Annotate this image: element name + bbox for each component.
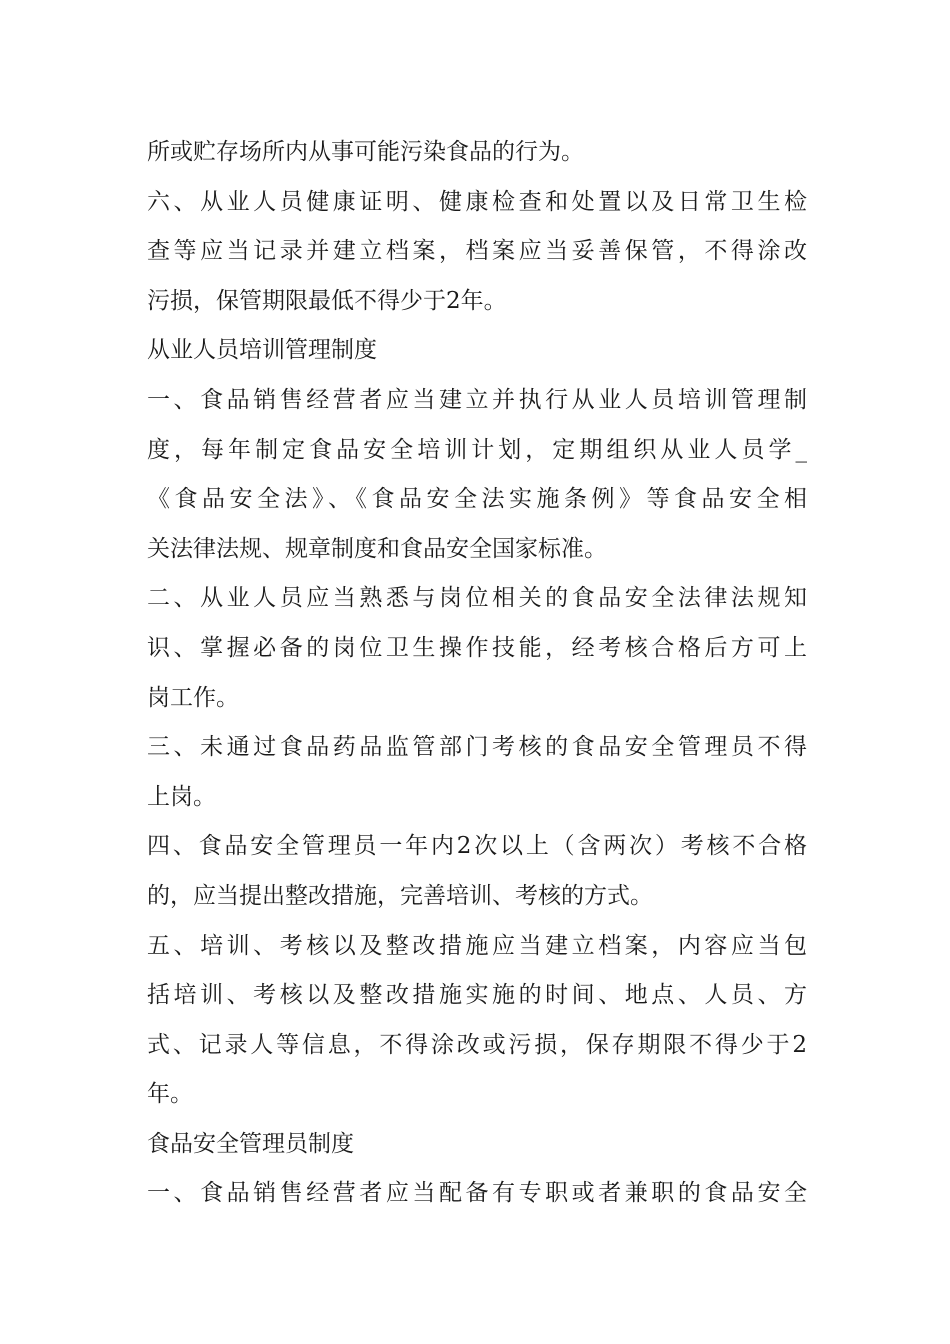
text-line: 年。 <box>147 1081 193 1108</box>
text-line: 关法律法规、规章制度和食品安全国家标准。 <box>147 535 607 562</box>
text-line: 上岗。 <box>147 783 216 810</box>
text-line: 括培训、考核以及整改措施实施的时间、地点、人员、方 <box>147 982 807 1009</box>
text-line: 五、培训、考核以及整改措施应当建立档案，内容应当包 <box>147 932 807 959</box>
text-line: 度，每年制定食品安全培训计划，定期组织从业人员学_ <box>147 436 807 463</box>
text-line: 式、记录人等信息，不得涂改或污损，保存期限不得少于2 <box>147 1031 807 1058</box>
text-line: 识、掌握必备的岗位卫生操作技能，经考核合格后方可上 <box>147 634 807 661</box>
text-line: 的，应当提出整改措施，完善培训、考核的方式。 <box>147 882 653 909</box>
text-line: 一、食品销售经营者应当配备有专职或者兼职的食品安全 <box>147 1180 807 1207</box>
section-heading: 从业人员培训管理制度 <box>147 337 377 364</box>
text-line: 四、食品安全管理员一年内2次以上（含两次）考核不合格 <box>147 833 807 860</box>
text-line: 一、食品销售经营者应当建立并执行从业人员培训管理制 <box>147 386 807 413</box>
text-line: 污损，保管期限最低不得少于2年。 <box>147 287 507 314</box>
document-body <box>147 128 807 1219</box>
text-line: 《食品安全法》、《食品安全法实施条例》等食品安全相 <box>147 486 807 513</box>
text-line: 所或贮存场所内从事可能污染食品的行为。 <box>147 139 584 165</box>
text-line: 六、从业人员健康证明、健康检查和处置以及日常卫生检 <box>147 188 807 215</box>
section-heading: 食品安全管理员制度 <box>147 1130 354 1157</box>
text-line: 查等应当记录并建立档案，档案应当妥善保管，不得涂改 <box>147 238 807 265</box>
text-line: 二、从业人员应当熟悉与岗位相关的食品安全法律法规知 <box>147 585 807 612</box>
text-line: 三、未通过食品药品监管部门考核的食品安全管理员不得 <box>147 734 807 761</box>
text-line: 岗工作。 <box>147 684 239 711</box>
